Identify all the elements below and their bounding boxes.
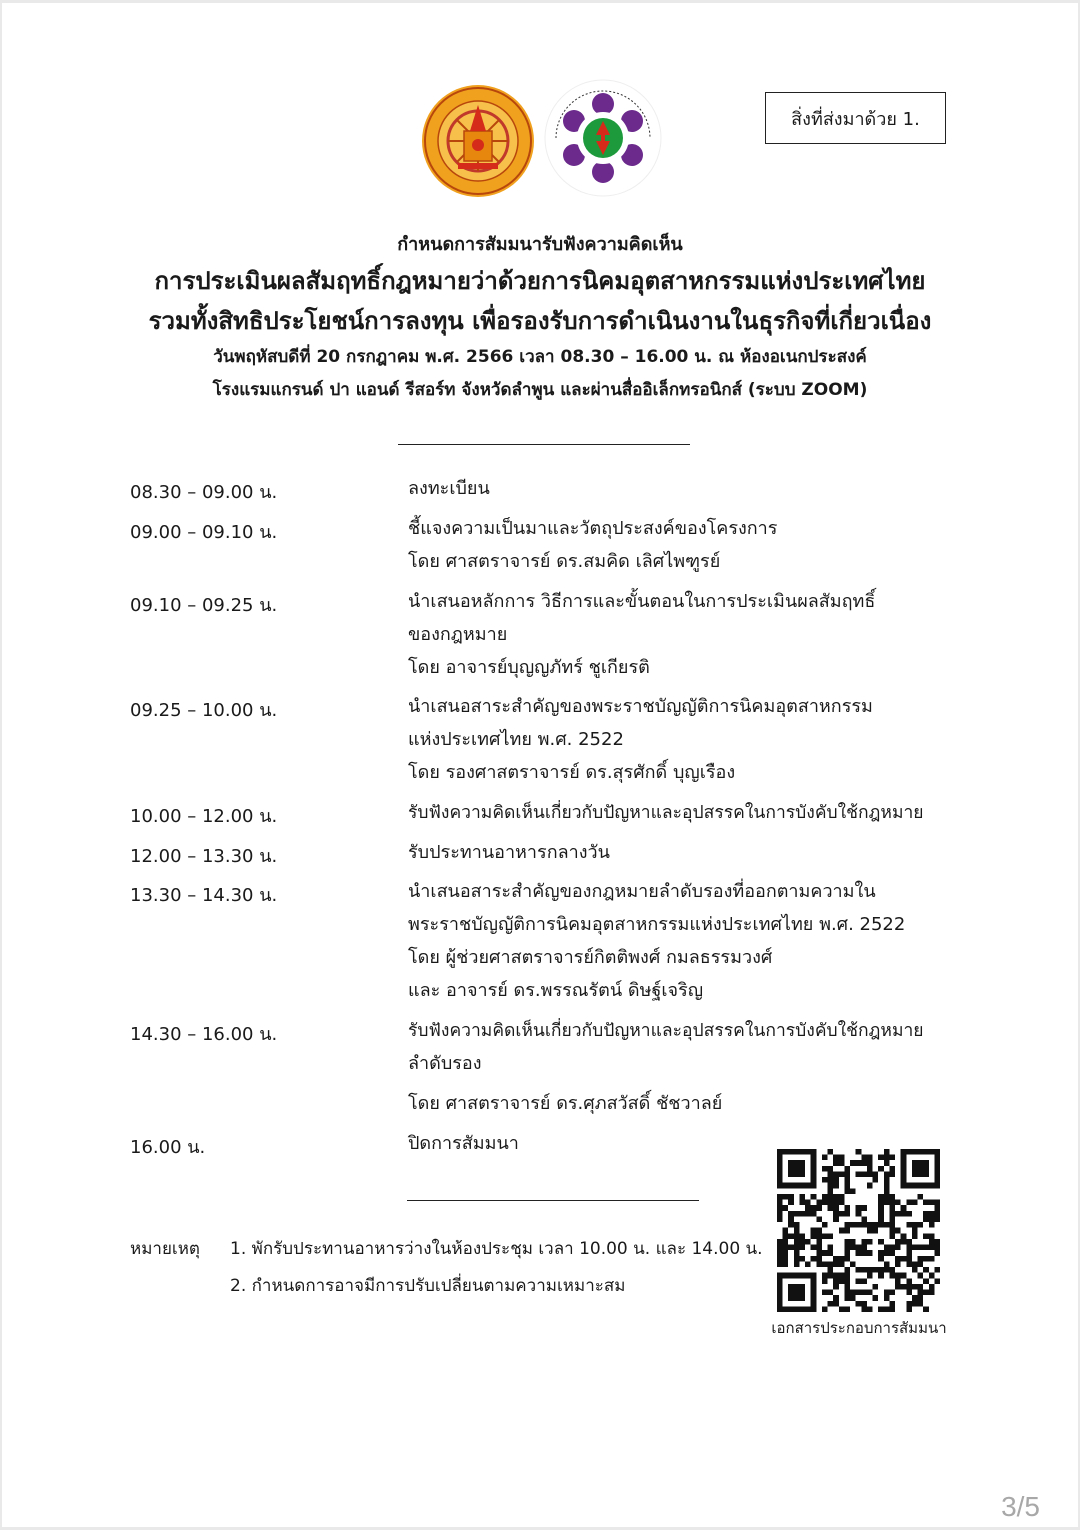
notes-label: หมายเหตุ: [130, 1239, 200, 1259]
schedule-line: นำเสนอสาระสำคัญของกฎหมายลำดับรองที่ออกตามความใน: [408, 881, 876, 902]
schedule-line: และ อาจารย์ ดร.พรรณรัตน์ ดิษฐ์เจริญ: [408, 980, 704, 1001]
thammasat-university-logo: [420, 83, 536, 199]
note-item: 2. กำหนดการอาจมีการปรับเปลี่ยนตามความเหมาะสม: [230, 1276, 626, 1296]
schedule-line: โดย อาจารย์บุญญภัทร์ ชูเกียรติ: [408, 657, 650, 678]
schedule-line: โดย ศาสตราจารย์ ดร.ศุภสวัสดิ์ ชัชวาลย์: [408, 1093, 723, 1114]
seminar-title-line2: รวมทั้งสิทธิประโยชน์การลงทุน เพื่อรองรับการดำเนินงานในธุรกิจที่เกี่ยวเนื่อง: [148, 307, 932, 335]
schedule-time: 10.00 – 12.00 น.: [130, 806, 278, 827]
schedule-line: โดย ผู้ช่วยศาสตราจารย์กิตติพงศ์ กมลธรรมวงศ์: [408, 947, 773, 968]
schedule-time: 16.00 น.: [130, 1137, 206, 1158]
schedule-line: นำเสนอสาระสำคัญของพระราชบัญญัติการนิคมอุตสาหกรรม: [408, 696, 873, 717]
divider: [407, 1200, 699, 1201]
seminar-venue: โรงแรมแกรนด์ ปา แอนด์ รีสอร์ท จังหวัดลำพูน และผ่านสื่ออิเล็กทรอนิกส์ (ระบบ ZOOM): [212, 380, 868, 400]
schedule-subtitle: กำหนดการสัมมนารับฟังความคิดเห็น: [397, 234, 683, 255]
schedule-line: รับฟังความคิดเห็นเกี่ยวกับปัญหาและอุปสรรคในการบังคับใช้กฎหมาย: [408, 803, 924, 823]
schedule-time: 09.25 – 10.00 น.: [130, 700, 278, 721]
qr-caption: เอกสารประกอบการสัมมนา: [771, 1319, 947, 1337]
schedule-line: แห่งประเทศไทย พ.ศ. 2522: [408, 729, 624, 750]
note-item: 1. พักรับประทานอาหารว่างในห้องประชุม เวลา 10.00 น. และ 14.00 น.: [230, 1239, 763, 1259]
schedule-line: ชี้แจงความเป็นมาและวัตถุประสงค์ของโครงการ: [408, 518, 778, 539]
seminar-title-line1: การประเมินผลสัมฤทธิ์กฎหมายว่าด้วยการนิคมอุตสาหกรรมแห่งประเทศไทย: [154, 267, 926, 295]
page-indicator: 3/5: [1001, 1491, 1040, 1522]
divider: [398, 444, 690, 445]
schedule-line: ลำดับรอง: [408, 1053, 482, 1074]
schedule-time: 09.00 – 09.10 น.: [130, 522, 278, 543]
schedule-line: โดย รองศาสตราจารย์ ดร.สุรศักดิ์ บุญเรือง: [408, 762, 736, 783]
document-page: [2, 3, 1078, 1527]
schedule-line: พระราชบัญญัติการนิคมอุตสาหกรรมแห่งประเทศไทย พ.ศ. 2522: [408, 914, 906, 935]
schedule-line: ของกฎหมาย: [408, 624, 508, 645]
schedule-time: 09.10 – 09.25 น.: [130, 595, 278, 616]
schedule-line: รับฟังความคิดเห็นเกี่ยวกับปัญหาและอุปสรรคในการบังคับใช้กฎหมาย: [408, 1021, 924, 1041]
qr-code-icon[interactable]: [777, 1149, 940, 1312]
schedule-time: 08.30 – 09.00 น.: [130, 482, 278, 503]
schedule-line: ปิดการสัมมนา: [408, 1133, 519, 1154]
attachment-label: สิ่งที่ส่งมาด้วย 1.: [765, 92, 946, 144]
ieat-logo: [542, 77, 664, 199]
schedule-line: โดย ศาสตราจารย์ ดร.สมคิด เลิศไพฑูรย์: [408, 551, 721, 572]
schedule-line: นำเสนอหลักการ วิธีการและขั้นตอนในการประเมินผลสัมฤทธิ์: [408, 591, 876, 612]
schedule-line: ลงทะเบียน: [408, 478, 490, 499]
seminar-date: วันพฤหัสบดีที่ 20 กรกฎาคม พ.ศ. 2566 เวลา 08.30 – 16.00 น. ณ ห้องอเนกประสงค์: [213, 347, 867, 367]
schedule-time: 13.30 – 14.30 น.: [130, 885, 278, 906]
schedule-line: รับประทานอาหารกลางวัน: [408, 842, 610, 863]
schedule-time: 12.00 – 13.30 น.: [130, 846, 278, 867]
schedule-time: 14.30 – 16.00 น.: [130, 1024, 278, 1045]
